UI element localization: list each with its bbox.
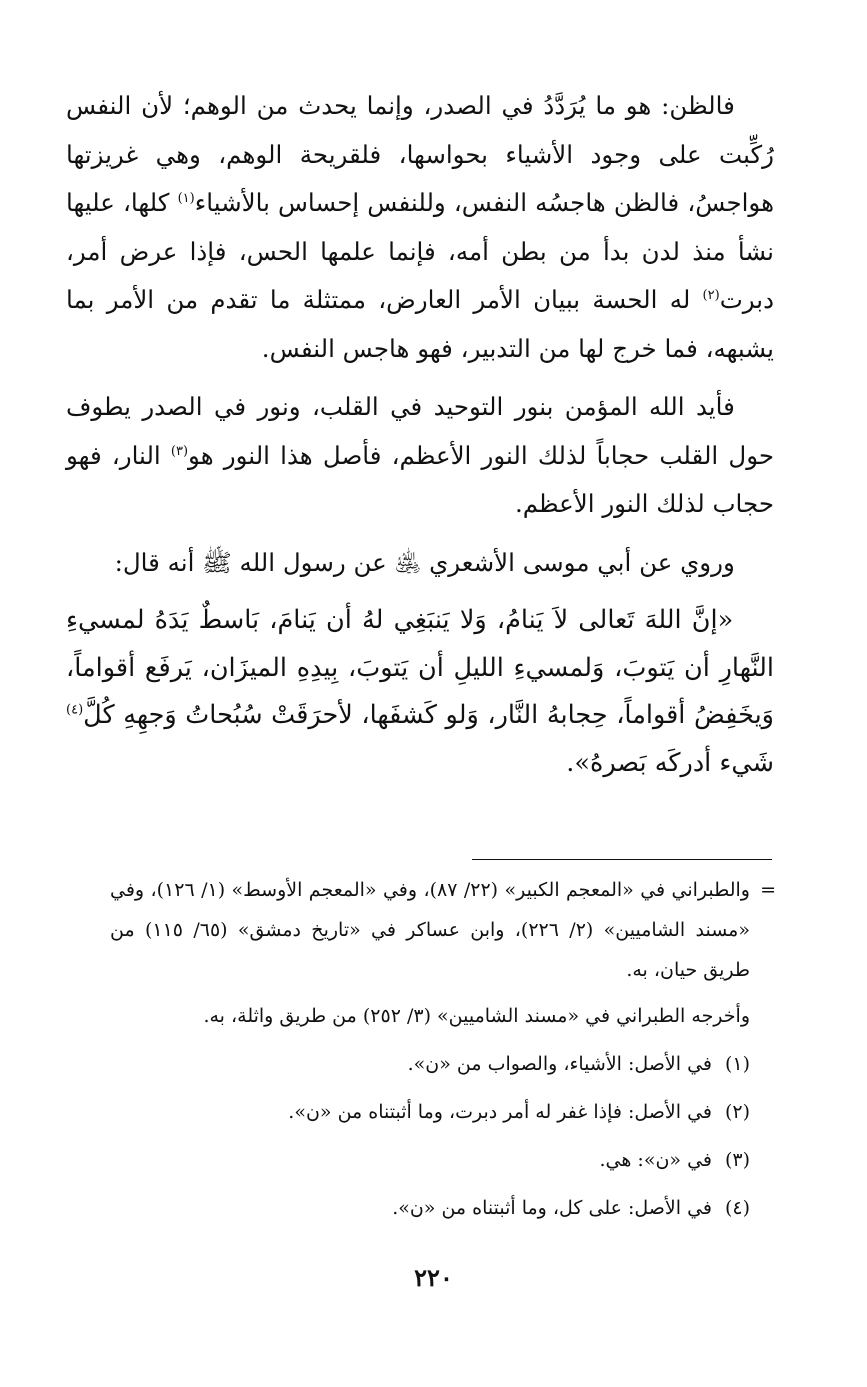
footnote-continuation-text-1: والطبراني في «المعجم الكبير» (٢٢/ ٨٧)، وفي «المعجم الأوسط» (١/ ١٢٦)، وفي «مسند الشاميين» (٢/ ٢٢٦)، وابن عساكر في «تاريخ دمشق» (٦٥/ ١١٥) من طريق حيان، به. [110, 879, 750, 981]
paragraph-2-part-b: النار، فهو حجاب لذلك النور الأعظم. [66, 440, 774, 518]
footnotes [110, 870, 776, 1228]
footnote-continuation [110, 870, 776, 1036]
paragraph-2 [66, 383, 774, 529]
footnote-continuation-text-2: وأخرجه الطبراني في «مسند الشاميين» (٣/ ٢٥٢) من طريق واثلة، به. [203, 1005, 750, 1027]
footnote-4-number: (٤) [724, 1197, 750, 1219]
footnote-1-number: (١) [724, 1053, 750, 1075]
footnote-2-number: (٢) [724, 1101, 750, 1123]
footnote-ref-1[interactable]: (١) [177, 190, 195, 206]
footnote-1 [110, 1036, 750, 1084]
paragraph-1 [66, 82, 774, 373]
hadith-part-a: «إنَّ اللهَ تَعالى لاَ يَنامُ، وَلا يَنبَغِي لهُ أن يَنامَ، بَاسطٌ يَدَهُ لمسيءِ النَّهارِ أن يَتوبَ، وَلمسيءِ الليلِ أن يَتوبَ، بِيدِهِ الميزَان، يَرفَع أقواماً، وَيخَفِضُ أقواماً، حِجابهُ النَّار، وَلو كَشفَها، لأحرَقَتْ سُبُحاتُ وَجهِهِ كُلَّ [66, 605, 774, 730]
footnote-ref-2[interactable]: (٢) [702, 287, 720, 303]
footnote-2 [110, 1084, 750, 1132]
paragraph-2-part-a: فأيد الله المؤمن بنور التوحيد في القلب، ونور في الصدر يطوف حول القلب حجاباً لذلك النور الأعظم، فأصل هذا النور هو [66, 392, 774, 470]
paragraph-1-part-b: كلها، عليها نشأ منذ لدن بدأ من بطن أمه، فإنما علمها الحس، فإذا عرض أمر، دبرت [66, 188, 774, 314]
paragraph-1-part-c: له الحسة ببيان الأمر العارض، ممتثلة ما تقدم من الأمر بما يشبهه، فما خرج لها من التدبير، فهو هاجس النفس. [66, 285, 774, 363]
footnote-3-text: في «ن»: هي. [599, 1149, 712, 1171]
footnote-1-text: في الأصل: الأشياء، والصواب من «ن». [407, 1053, 712, 1075]
footnote-ref-4[interactable]: (٤) [66, 702, 84, 718]
footnote-4-text: في الأصل: على كل، وما أثبتناه من «ن». [392, 1197, 712, 1219]
hadith-part-b: شَيء أدركَه بَصرهُ». [566, 747, 774, 778]
footnote-separator [472, 859, 772, 860]
paragraph-3: وروي عن أبي موسى الأشعري ﵁ عن رسول الله ﷺ أنه قال: [114, 547, 735, 577]
footnote-3-number: (٣) [724, 1149, 750, 1171]
footnote-3 [110, 1132, 750, 1180]
footnote-ref-3[interactable]: (٣) [170, 443, 189, 459]
hadith-quote [66, 597, 774, 787]
paragraph-1-part-a: فالظن: هو ما يُرَدَّدُ في الصدر، وإنما يحدث من الوهم؛ لأن النفس رُكِّبت على وجود الأشياء بحواسها، فلقريحة الوهم، وهي غريزتها هواجسُ، فالظن هاجسُه النفس، وللنفس إحساس بالأشياء [66, 91, 775, 217]
main-text [66, 82, 774, 797]
continuation-mark: = [760, 879, 776, 901]
footnote-2-text: في الأصل: فإذا غفر له أمر دبرت، وما أثبتناه من «ن». [288, 1101, 712, 1123]
footnote-4 [110, 1180, 750, 1228]
page-number: ٢٢٠ [414, 1263, 453, 1292]
